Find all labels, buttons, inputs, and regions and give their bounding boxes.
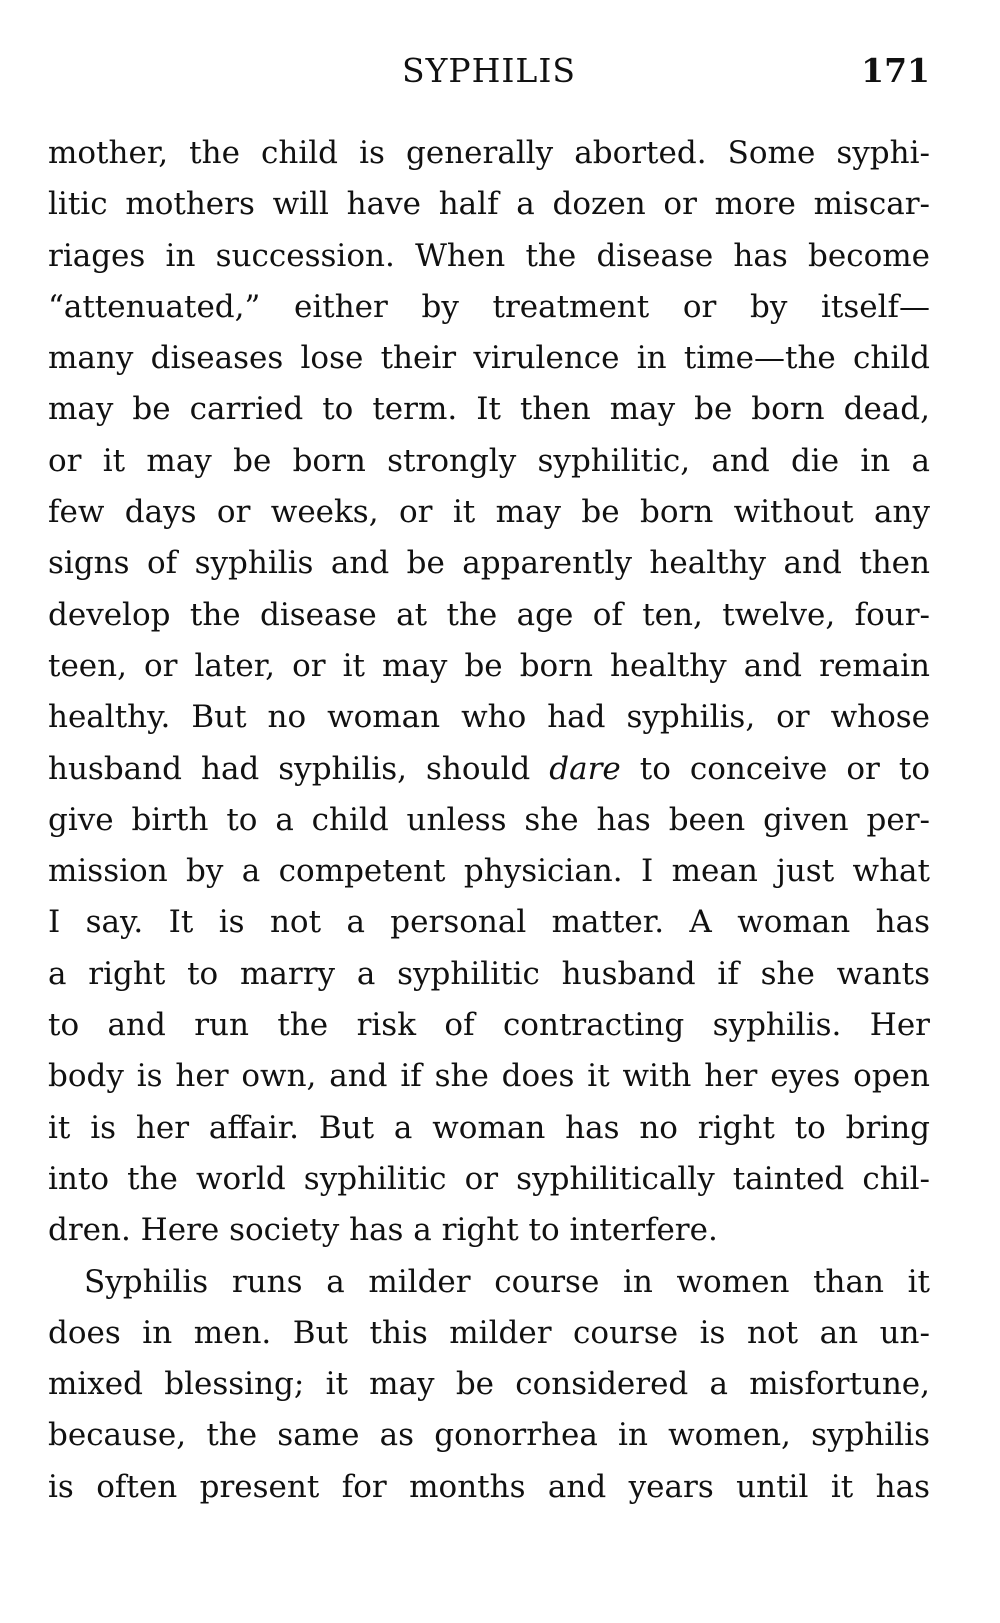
text-line: few days or weeks, or it may be born without any: [48, 494, 930, 531]
text-line: signs of syphilis and be apparently healthy and then: [48, 545, 930, 582]
text-line: “attenuated,” either by treatment or by itself—: [48, 288, 930, 325]
text-line: healthy. But no woman who had syphilis, or whose: [48, 699, 930, 736]
running-head: SYPHILIS: [402, 51, 576, 90]
text-line: give birth to a child unless she has been given per-: [48, 801, 930, 838]
body-text: [48, 128, 930, 1513]
text-line: a right to marry a syphilitic husband if she wants: [48, 955, 930, 992]
text-line: riages in succession. When the disease has become: [48, 237, 930, 274]
text-line: teen, or later, or it may be born healthy and remain: [48, 647, 930, 684]
text-line: into the world syphilitic or syphilitically tainted chil-: [48, 1160, 930, 1197]
text-segment: husband had syphilis, should: [48, 750, 550, 787]
text-line: or it may be born strongly syphilitic, and die in a: [48, 442, 930, 479]
text-line: it is her affair. But a woman has no right to bring: [48, 1109, 930, 1146]
page-header: [48, 46, 930, 96]
text-line: mother, the child is generally aborted. Some syphi-: [48, 135, 930, 171]
text-line: is often present for months and years until it has: [48, 1468, 930, 1505]
italic-word: dare: [549, 750, 621, 787]
text-line: mixed blessing; it may be considered a misfortune,: [48, 1366, 930, 1403]
page-number: 171: [861, 51, 930, 90]
text-line: develop the disease at the age of ten, twelve, four-: [48, 596, 930, 633]
paragraph-start-line: Syphilis runs a milder course in women than it: [84, 1263, 930, 1300]
paragraph-end-line: dren. Here society has a right to interfere.: [48, 1212, 718, 1249]
text-line: to and run the risk of contracting syphilis. Her: [48, 1007, 930, 1044]
text-segment: to conceive or to: [620, 750, 930, 787]
text-line: litic mothers will have half a dozen or more miscar-: [48, 186, 930, 223]
text-line: does in men. But this milder course is not an un-: [48, 1314, 930, 1351]
text-line: mission by a competent physician. I mean just what: [48, 853, 930, 890]
text-line-with-italic: [48, 744, 930, 795]
text-line: may be carried to term. It then may be born dead,: [48, 391, 930, 428]
text-line: because, the same as gonorrhea in women, syphilis: [48, 1417, 930, 1454]
text-line: many diseases lose their virulence in time—the child: [48, 340, 930, 377]
text-line: body is her own, and if she does it with her eyes open: [48, 1058, 930, 1095]
text-line: I say. It is not a personal matter. A woman has: [48, 904, 930, 941]
